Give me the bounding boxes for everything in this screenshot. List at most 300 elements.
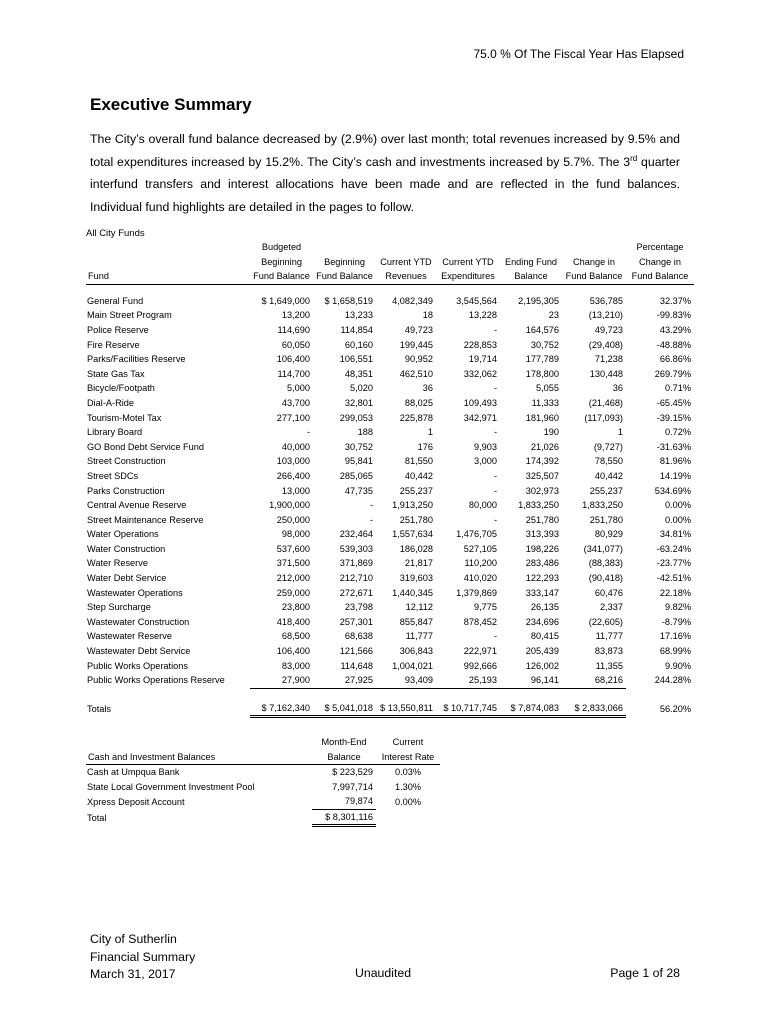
fund-cell-budgeted: 537,600	[276, 543, 310, 554]
fund-row	[86, 352, 694, 367]
footer-left	[90, 931, 195, 984]
spacer-cell	[86, 688, 694, 698]
fund-cell-name: Fire Reserve	[87, 339, 140, 350]
fund-cell-change: 68,216	[562, 673, 626, 688]
footer-date: March 31, 2017	[90, 967, 176, 981]
footer-doc: Financial Summary	[90, 949, 196, 964]
header-expenditures-2: Expenditures	[436, 269, 500, 284]
fund-cell-pct: 534.69%	[654, 485, 691, 496]
fund-cell-change: (22,605)	[588, 616, 623, 627]
fund-cell-name: General Fund	[87, 295, 144, 306]
fund-cell-name: Parks Construction	[87, 485, 165, 496]
fund-cell-ending: 164,576	[525, 324, 559, 335]
fund-cell-name: Central Avenue Reserve	[87, 500, 187, 511]
fund-cell-beginning: 95,841	[344, 456, 373, 467]
fund-row	[86, 644, 694, 659]
fund-cell-expenditures: 13,228	[468, 310, 497, 321]
fund-cell-beginning: 68,638	[344, 631, 373, 642]
fund-cell-expenditures: -	[493, 485, 497, 496]
fund-cell-pct: 269.79%	[654, 368, 691, 379]
fund-row	[86, 571, 694, 586]
fund-cell-beginning: 257,301	[339, 616, 373, 627]
fund-cell-budgeted: 114,690	[277, 324, 310, 335]
cash-cell-rate: 0.00%	[394, 796, 422, 807]
fund-cell-pct: 0.72%	[664, 427, 691, 438]
fund-row	[86, 308, 694, 323]
fund-cell-pct: 34.81%	[659, 529, 691, 540]
fund-cell-name: GO Bond Debt Service Fund	[87, 441, 204, 452]
fund-cell-ending: 283,486	[525, 558, 559, 569]
fund-cell-name: Step Surcharge	[87, 602, 151, 613]
header-revenues-2: Revenues	[376, 269, 436, 284]
fund-cell-revenues: 81,550	[404, 456, 433, 467]
fund-cell-name: Library Board	[87, 427, 143, 438]
cash-row	[86, 780, 440, 795]
fund-cell-budgeted: $ 1,649,000	[261, 295, 310, 306]
fund-cell-change: 255,237	[589, 485, 623, 496]
fund-cell-expenditures: -	[493, 324, 497, 335]
fund-cell-budgeted: -	[306, 427, 310, 438]
fund-cell-change: 251,780	[589, 514, 623, 525]
cash-total-row	[86, 809, 440, 826]
fund-cell-expenditures: -	[493, 631, 497, 642]
fund-cell-revenues: 21,817	[404, 558, 433, 569]
cash-row	[86, 794, 440, 809]
fund-cell-change: 1	[617, 427, 623, 438]
fund-cell-name: Tourism-Motel Tax	[87, 412, 162, 423]
fund-cell-pct: -63.24%	[656, 543, 691, 554]
fund-row	[86, 483, 694, 498]
fund-cell-revenues: 12,112	[405, 602, 433, 613]
fund-cell-beginning: 114,648	[340, 660, 373, 671]
fund-cell-budgeted: 103,000	[276, 456, 310, 467]
fund-cell-ending: 234,696	[525, 616, 559, 627]
header-revenues-1: Current YTD	[380, 256, 432, 267]
fund-cell-beginning: 212,710	[339, 573, 373, 584]
fund-cell-beginning: 121,566	[339, 646, 373, 657]
fund-cell-change: (29,408)	[588, 339, 623, 350]
fund-cell-pct: 66.86%	[659, 354, 691, 365]
fund-cell-budgeted: 43,700	[281, 397, 310, 408]
fund-cell-expenditures: 228,853	[463, 339, 497, 350]
cash-header-balance-2: Balance	[312, 750, 376, 765]
fund-cell-ending: 177,789	[525, 354, 559, 365]
fund-cell-pct: -65.45%	[656, 397, 691, 408]
header-blank	[562, 240, 626, 255]
fund-cell-name: Wastewater Debt Service	[87, 646, 191, 657]
fund-cell-ending: 21,026	[530, 441, 559, 452]
fund-cell-pct: 9.82%	[664, 602, 691, 613]
fund-cell-change: (13,210)	[588, 310, 623, 321]
totals-pct: 56.20%	[659, 703, 691, 714]
all-city-funds-label: All City Funds	[86, 228, 145, 239]
header-budgeted-3: Fund Balance	[250, 269, 313, 284]
header-pct-1: Percentage	[636, 242, 684, 252]
fund-balance-table	[86, 240, 694, 718]
header-blank	[436, 240, 500, 255]
fund-cell-ending: 181,960	[525, 412, 559, 423]
summary-text-part-1: The City’s overall fund balance decreased by (2.9%) over last month; total revenues increased by 9.5% and total expenditures increased by 15.2%. The City’s cash and investments increased by 5.7%. The 3	[90, 132, 680, 169]
fund-cell-beginning: 47,735	[344, 485, 373, 496]
fund-row	[86, 469, 694, 484]
fund-cell-expenditures: 222,971	[463, 646, 497, 657]
fund-cell-budgeted: 106,400	[276, 354, 310, 365]
fund-cell-pct: -48.88%	[656, 339, 691, 350]
fund-cell-revenues: 4,082,349	[392, 295, 433, 306]
fund-cell-revenues: 1,557,634	[392, 529, 433, 540]
fund-cell-beginning: $ 1,658,519	[324, 295, 373, 306]
header-ending-2: Balance	[500, 269, 562, 284]
fund-cell-pct: 17.16%	[659, 631, 691, 642]
cash-cell-rate: 1.30%	[394, 781, 422, 792]
fund-row	[86, 556, 694, 571]
fund-cell-pct: -99.83%	[656, 310, 691, 321]
fiscal-year-note: 75.0 % Of The Fiscal Year Has Elapsed	[473, 47, 684, 61]
fund-cell-revenues: 88,025	[404, 397, 433, 408]
spacer-row	[86, 688, 694, 698]
fund-cell-pct: 68.99%	[659, 646, 691, 657]
fund-cell-expenditures: -	[493, 427, 497, 438]
header-expenditures-1: Current YTD	[442, 256, 494, 267]
fund-cell-name: Wastewater Operations	[87, 587, 183, 598]
fund-cell-expenditures: 80,000	[468, 500, 497, 511]
fund-row	[86, 527, 694, 542]
footer-status: Unaudited	[355, 966, 412, 980]
fund-cell-name: Parks/Facilities Reserve	[87, 354, 186, 365]
fund-cell-expenditures: 3,545,564	[456, 295, 497, 306]
cash-row	[86, 765, 440, 780]
fund-cell-pct: 81.96%	[659, 456, 691, 467]
fund-cell-ending: 1,833,250	[518, 500, 559, 511]
fund-cell-beginning: 285,065	[339, 470, 373, 481]
fund-cell-change: 49,723	[594, 324, 623, 335]
fund-cell-expenditures: 109,493	[463, 397, 497, 408]
fund-cell-expenditures: 9,903	[474, 441, 497, 452]
header-blank	[86, 255, 250, 270]
header-budgeted-2: Beginning	[261, 256, 302, 267]
fund-cell-change: (9,727)	[593, 441, 623, 452]
fund-cell-budgeted: 60,050	[281, 339, 310, 350]
fund-cell-expenditures: 992,666	[463, 660, 497, 671]
fund-cell-name: Street Construction	[87, 456, 166, 467]
fund-cell-pct: 43.29%	[659, 324, 691, 335]
fund-cell-ending: 11,333	[531, 397, 559, 408]
fund-cell-ending: 205,439	[525, 646, 559, 657]
fund-cell-budgeted: 1,900,000	[269, 500, 310, 511]
fund-cell-change: (341,077)	[583, 543, 623, 554]
header-blank	[500, 240, 562, 255]
fund-cell-change: (88,383)	[588, 558, 623, 569]
fund-cell-beginning: 60,160	[344, 339, 373, 350]
cash-total-rate	[376, 809, 440, 826]
totals-revenues: $ 13,550,811	[376, 698, 436, 717]
fund-cell-expenditures: 25,193	[436, 673, 500, 688]
fund-cell-revenues: 36	[422, 383, 433, 394]
spacer-cell	[86, 284, 694, 294]
fund-cell-ending: 178,800	[525, 368, 559, 379]
fund-cell-ending: 23	[548, 310, 559, 321]
fund-cell-beginning: -	[369, 500, 373, 511]
fund-cell-budgeted: 114,700	[277, 368, 310, 379]
fund-cell-revenues: 186,028	[399, 543, 433, 554]
fund-cell-revenues: 251,780	[399, 514, 433, 525]
fund-cell-budgeted: 13,200	[281, 310, 310, 321]
fund-row	[86, 542, 694, 557]
fund-cell-budgeted: 277,100	[276, 412, 310, 423]
totals-change: $ 2,833,066	[562, 698, 626, 717]
fund-cell-budgeted: 266,400	[276, 470, 310, 481]
fund-cell-budgeted: 259,000	[276, 587, 310, 598]
fund-cell-revenues: 93,409	[376, 673, 436, 688]
fund-cell-expenditures: 342,971	[463, 412, 497, 423]
fund-cell-revenues: 855,847	[399, 616, 433, 627]
header-blank	[376, 240, 436, 255]
totals-expenditures: $ 10,717,745	[436, 698, 500, 717]
fund-cell-ending: 198,226	[525, 543, 559, 554]
fund-cell-budgeted: 250,000	[276, 514, 310, 525]
fund-cell-beginning: 23,798	[344, 602, 373, 613]
fund-row	[86, 366, 694, 381]
fund-cell-pct: 9.90%	[664, 660, 691, 671]
header-blank	[86, 240, 250, 255]
fund-cell-revenues: 40,442	[404, 470, 433, 481]
summary-text-part-2: quarter interfund transfers and interest allocations have been made and are reflected in the fund balances. Individual fund highlights are detailed in the pages to follow.	[90, 154, 680, 214]
fund-cell-budgeted: 27,900	[250, 673, 313, 688]
fund-cell-pct: -31.63%	[656, 441, 691, 452]
cash-rows	[86, 765, 440, 810]
fund-cell-budgeted: 98,000	[281, 529, 310, 540]
fund-cell-beginning: 371,869	[339, 558, 373, 569]
fund-cell-expenditures: 527,105	[463, 543, 497, 554]
cash-header-rate-2: Interest Rate	[376, 750, 440, 765]
fund-row	[86, 585, 694, 600]
fund-cell-budgeted: 13,000	[281, 485, 310, 496]
totals-budgeted: $ 7,162,340	[250, 698, 313, 717]
fund-row	[86, 410, 694, 425]
fund-row	[86, 439, 694, 454]
header-beginning-1: Beginning	[324, 256, 365, 267]
page-title: Executive Summary	[90, 95, 252, 114]
fund-cell-expenditures: 3,000	[474, 456, 497, 467]
fund-cell-change: 2,337	[600, 602, 623, 613]
fund-cell-budgeted: 5,000	[287, 383, 310, 394]
fund-cell-revenues: 319,603	[399, 573, 433, 584]
fund-cell-revenues: 225,878	[399, 412, 433, 423]
fund-cell-budgeted: 371,500	[276, 558, 310, 569]
header-blank	[313, 240, 376, 255]
fund-cell-pct: 0.71%	[664, 383, 691, 394]
fund-row	[86, 294, 694, 309]
fund-cell-budgeted: 68,500	[281, 631, 310, 642]
fund-cell-name: Water Construction	[87, 543, 166, 554]
footer-city: City of Sutherlin	[90, 932, 177, 946]
fund-cell-ending: 2,195,305	[518, 295, 559, 306]
fund-cell-pct: 22.18%	[659, 587, 691, 598]
fund-row	[86, 323, 694, 338]
fund-row	[86, 454, 694, 469]
cash-cell-balance: $ 223,529	[332, 767, 373, 778]
cash-cell-name: Xpress Deposit Account	[87, 796, 185, 807]
footer-page-number: Page 1 of 28	[610, 966, 680, 980]
cash-total-label: Total	[87, 812, 107, 823]
fund-cell-beginning: 539,303	[339, 543, 373, 554]
fund-row	[86, 498, 694, 513]
fund-cell-pct: -23.77%	[656, 558, 691, 569]
fund-cell-ending: 30,752	[530, 339, 559, 350]
fund-cell-budgeted: 83,000	[281, 660, 310, 671]
fund-row	[86, 600, 694, 615]
fund-cell-name: State Gas Tax	[87, 368, 145, 379]
fund-cell-revenues: 176	[417, 441, 433, 452]
fund-cell-revenues: 199,445	[399, 339, 433, 350]
fund-row	[86, 658, 694, 673]
fund-cell-ending: 313,393	[525, 529, 559, 540]
fund-cell-expenditures: 110,200	[464, 558, 497, 569]
fund-cell-name: Water Reserve	[87, 558, 148, 569]
fund-cell-budgeted: 418,400	[276, 616, 310, 627]
fund-cell-change: 11,355	[595, 660, 623, 671]
fund-cell-revenues: 306,843	[399, 646, 433, 657]
fund-cell-name: Street Maintenance Reserve	[87, 514, 204, 525]
header-fund: Fund	[86, 269, 250, 284]
fund-cell-pct: -8.79%	[661, 616, 691, 627]
fund-cell-ending: 5,055	[536, 383, 559, 394]
fund-cell-name: Water Operations	[87, 529, 159, 540]
totals-ending: $ 7,874,083	[500, 698, 562, 717]
fund-cell-expenditures: 19,714	[468, 354, 497, 365]
fund-cell-revenues: 90,952	[404, 354, 433, 365]
fund-cell-beginning: 27,925	[313, 673, 376, 688]
fund-row	[86, 425, 694, 440]
fund-cell-pct: -42.51%	[656, 573, 691, 584]
fund-cell-ending: 190	[543, 427, 559, 438]
fund-cell-pct: 244.28%	[654, 675, 691, 686]
fund-cell-budgeted: 40,000	[281, 441, 310, 452]
cash-cell-name: Cash at Umpqua Bank	[87, 767, 180, 778]
fund-cell-change: 36	[612, 383, 623, 394]
fund-cell-revenues: 49,723	[404, 324, 433, 335]
fund-cell-beginning: 13,233	[344, 310, 373, 321]
fund-cell-ending: 302,973	[525, 485, 559, 496]
fund-cell-ending: 26,135	[530, 602, 559, 613]
fund-cell-change: 1,833,250	[582, 500, 623, 511]
fund-cell-beginning: 272,671	[339, 587, 373, 598]
fund-cell-name: Public Works Operations	[87, 660, 188, 671]
header-budgeted-1: Budgeted	[261, 242, 302, 252]
fund-cell-name: Water Debt Service	[87, 573, 167, 584]
fund-cell-revenues: 1,004,021	[392, 660, 433, 671]
fund-row	[86, 673, 694, 688]
fund-cell-beginning: 299,053	[339, 412, 373, 423]
fund-cell-expenditures: 1,476,705	[456, 529, 497, 540]
fund-cell-beginning: 232,464	[339, 529, 373, 540]
fund-cell-name: Public Works Operations Reserve	[87, 675, 225, 686]
totals-label: Totals	[87, 703, 111, 714]
header-ending-1: Ending Fund	[504, 256, 558, 267]
fund-cell-change: (21,468)	[588, 397, 623, 408]
fund-cell-change: 83,873	[594, 646, 623, 657]
cash-header-balance-1: Month-End	[321, 737, 367, 747]
fund-row	[86, 396, 694, 411]
cash-cell-balance: 7,997,714	[332, 781, 373, 792]
fund-cell-ending: 333,147	[525, 587, 559, 598]
fund-cell-pct: 0.00%	[664, 500, 691, 511]
header-pct-2: Change in	[639, 256, 681, 267]
fund-row	[86, 629, 694, 644]
fund-row	[86, 381, 694, 396]
fund-cell-pct: 32.37%	[659, 295, 691, 306]
fund-cell-name: Street SDCs	[87, 470, 139, 481]
fund-cell-expenditures: 1,379,869	[456, 587, 497, 598]
fund-row	[86, 337, 694, 352]
fund-row	[86, 512, 694, 527]
fund-cell-expenditures: -	[493, 383, 497, 394]
fund-rows	[86, 284, 694, 688]
fund-cell-beginning: 32,801	[344, 397, 373, 408]
fund-cell-expenditures: -	[493, 470, 497, 481]
fund-cell-revenues: 1,913,250	[392, 500, 433, 511]
summary-superscript: rd	[630, 153, 638, 163]
fund-cell-beginning: 106,551	[339, 354, 373, 365]
cash-header-name: Cash and Investment Balances	[86, 750, 312, 765]
fund-cell-change: 11,777	[595, 631, 623, 642]
header-pct-3: Fund Balance	[626, 269, 694, 284]
fund-cell-ending: 174,392	[525, 456, 559, 467]
fund-cell-ending: 96,141	[500, 673, 562, 688]
fund-cell-change: 80,929	[594, 529, 623, 540]
fund-cell-change: 60,476	[594, 587, 623, 598]
fund-cell-revenues: 1,440,345	[392, 587, 433, 598]
totals-beginning: $ 5,041,018	[313, 698, 376, 717]
fund-cell-revenues: 11,777	[405, 631, 433, 642]
fund-cell-change: (90,418)	[588, 573, 623, 584]
fund-cell-expenditures: 9,775	[474, 602, 497, 613]
fund-cell-revenues: 18	[422, 310, 433, 321]
fund-cell-expenditures: 332,062	[463, 368, 497, 379]
header-beginning-2: Fund Balance	[313, 269, 376, 284]
fund-cell-change: 536,785	[589, 295, 623, 306]
fund-cell-beginning: -	[369, 514, 373, 525]
fund-cell-name: Wastewater Reserve	[87, 631, 172, 642]
fund-cell-beginning: 114,854	[340, 324, 373, 335]
fund-cell-ending: 126,002	[525, 660, 559, 671]
fund-cell-change: 78,550	[594, 456, 623, 467]
summary-paragraph	[90, 128, 680, 218]
fund-cell-name: Wastewater Construction	[87, 616, 190, 627]
fund-cell-name: Main Street Program	[87, 310, 172, 321]
fund-cell-ending: 325,507	[525, 470, 559, 481]
cash-total-balance: $ 8,301,116	[312, 809, 376, 826]
fund-cell-change: 130,448	[589, 368, 623, 379]
header-change-1: Change in	[573, 256, 615, 267]
fund-cell-name: Police Reserve	[87, 324, 149, 335]
fund-row	[86, 615, 694, 630]
fund-cell-change: (117,093)	[584, 412, 623, 423]
fund-cell-budgeted: 23,800	[281, 602, 310, 613]
cash-cell-rate: 0.03%	[394, 767, 422, 778]
cash-header-rate-1: Current	[392, 737, 424, 747]
fund-cell-name: Bicycle/Footpath	[87, 383, 155, 394]
fund-cell-change: 71,238	[594, 354, 623, 365]
totals-row	[86, 698, 694, 717]
fund-cell-revenues: 255,237	[399, 485, 433, 496]
header-blank	[86, 735, 312, 750]
fund-cell-beginning: 30,752	[344, 441, 373, 452]
fund-cell-expenditures: -	[493, 514, 497, 525]
fund-cell-budgeted: 212,000	[276, 573, 310, 584]
fund-cell-change: 40,442	[594, 470, 623, 481]
fund-cell-pct: -39.15%	[656, 412, 691, 423]
